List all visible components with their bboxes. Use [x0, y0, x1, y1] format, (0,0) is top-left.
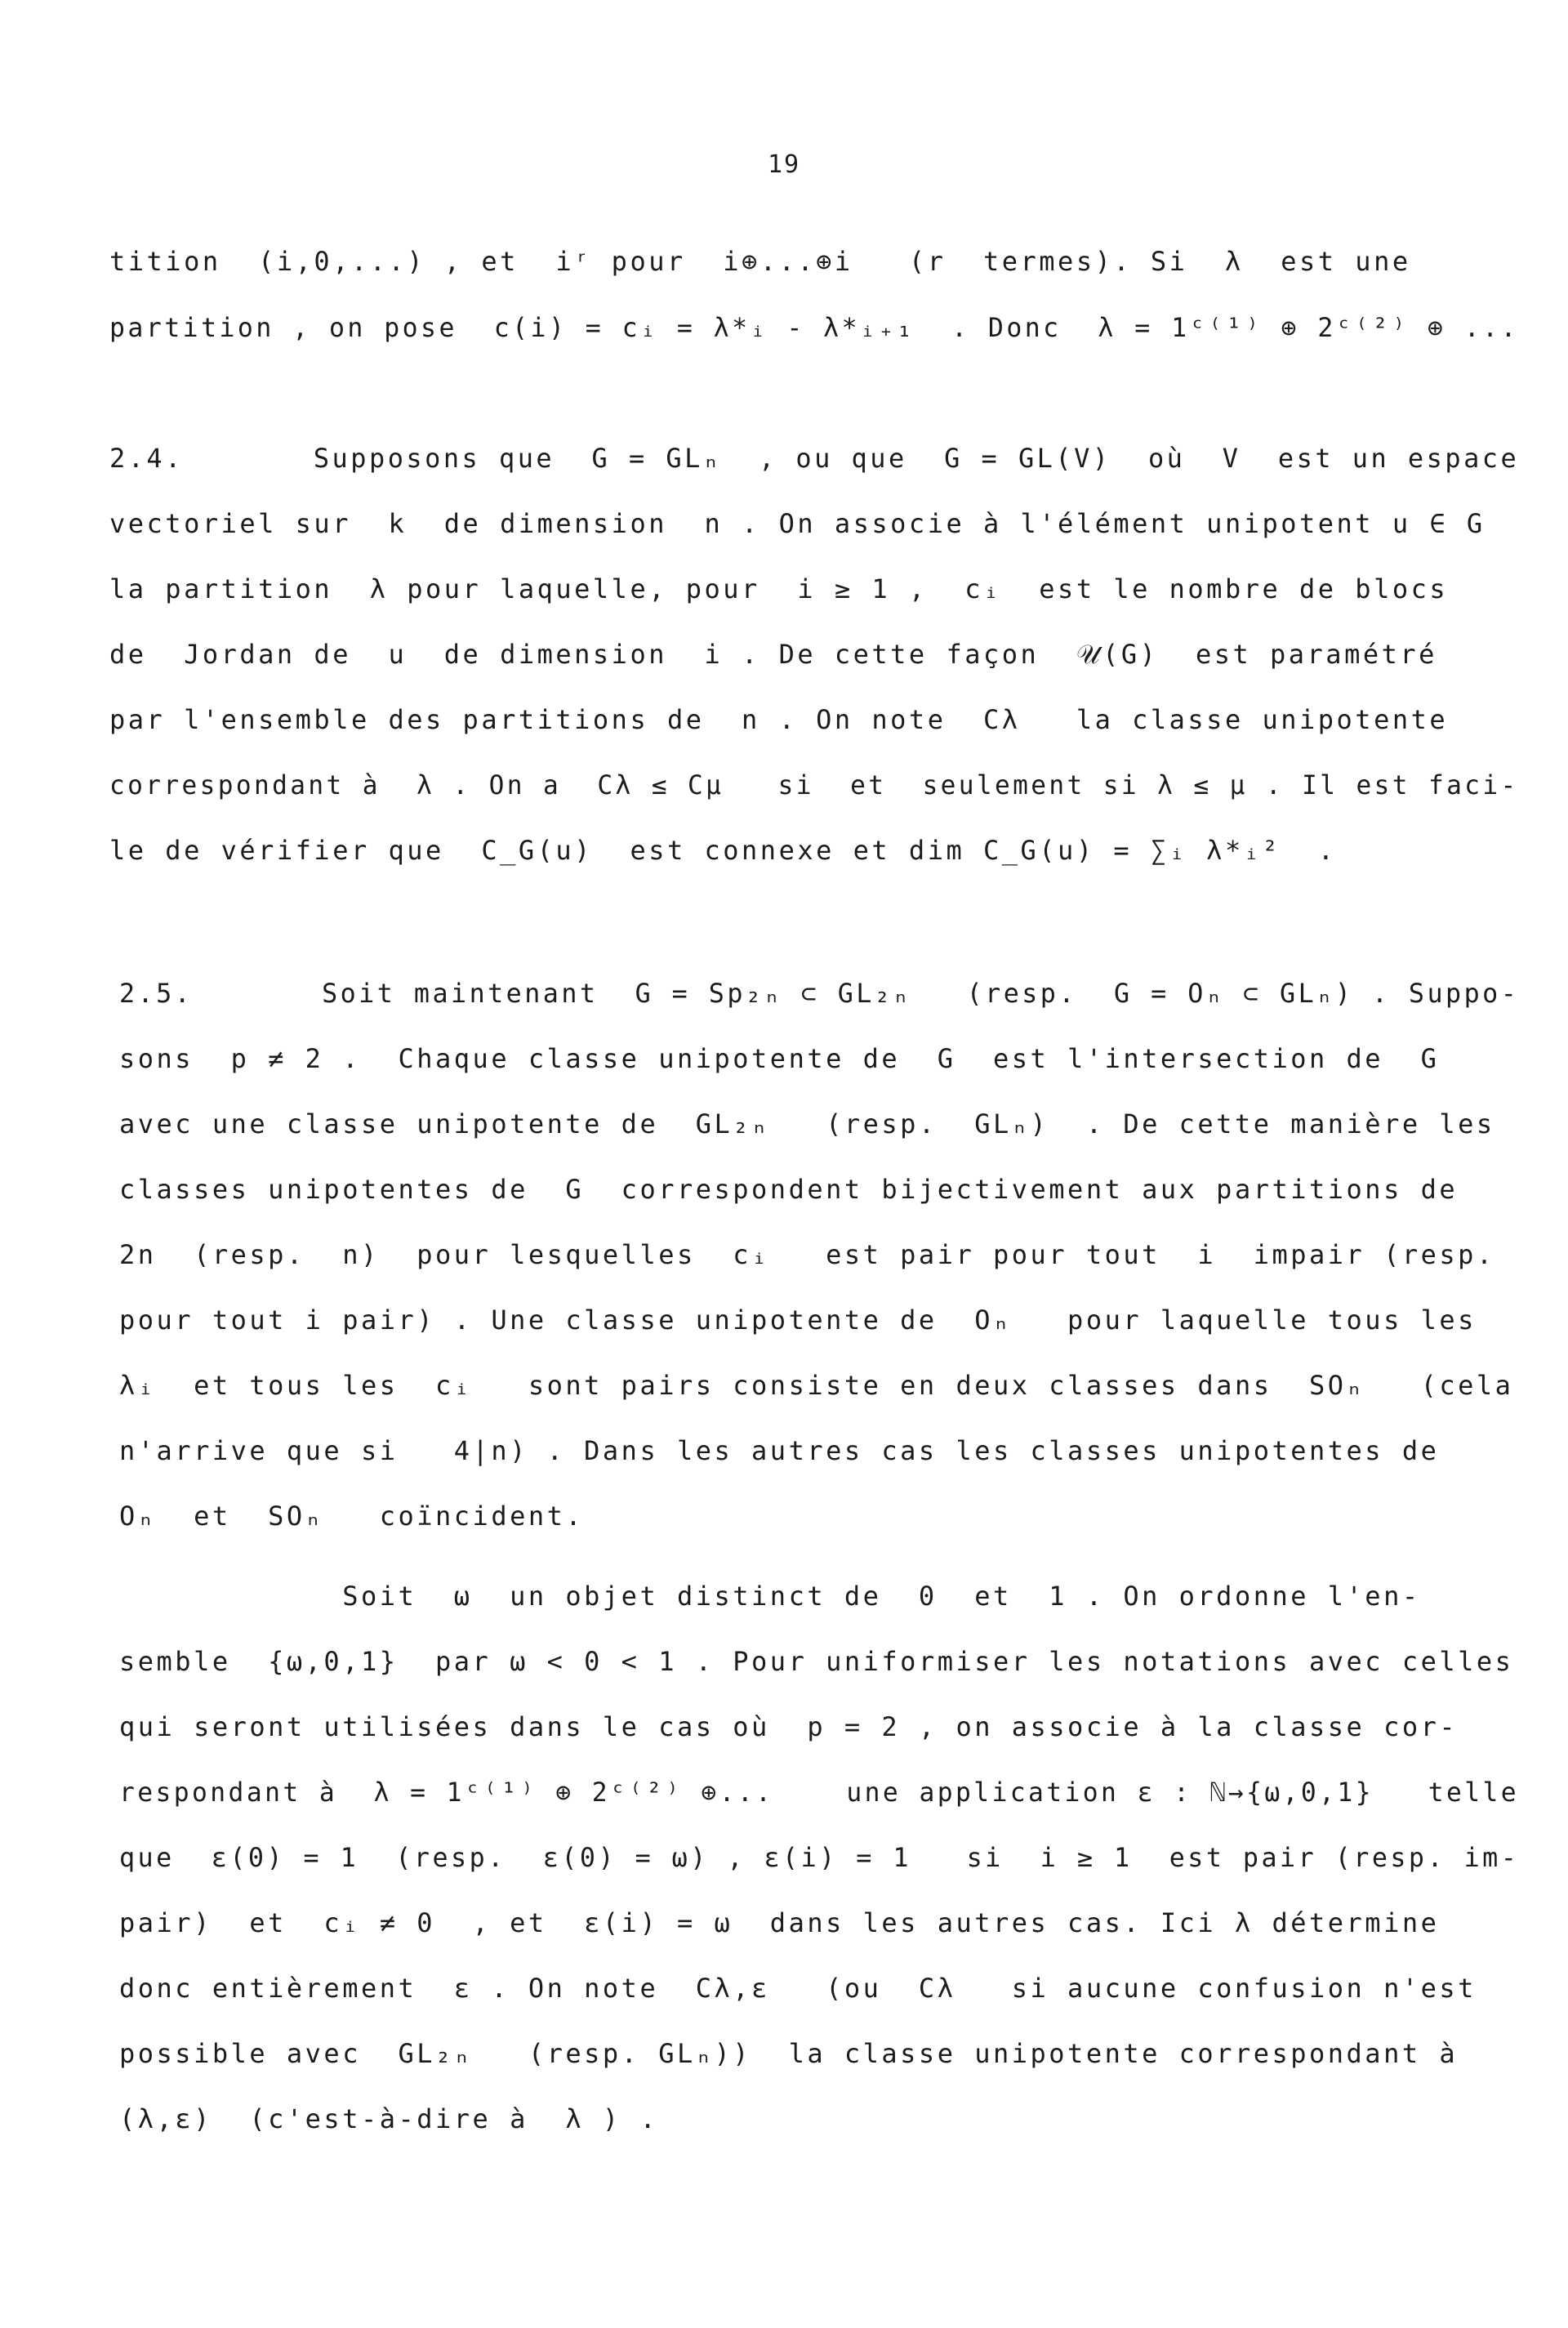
- text-line: Soit ω un objet distinct de 0 et 1 . On ordonne l'en-: [119, 1581, 1421, 1612]
- text-line: donc entièrement ε . On note Cλ,ε (ou Cλ si aucune confusion n'est: [119, 1973, 1477, 2004]
- text-line: λᵢ et tous les cᵢ sont pairs consiste en deux classes dans SOₙ (cela: [119, 1370, 1514, 1401]
- text-line: (λ,ε) (c'est-à-dire à λ ) .: [119, 2103, 659, 2134]
- text-line: tition (i,0,...) , et iʳ pour i⊕...⊕i (r termes). Si λ est une: [109, 246, 1411, 277]
- text-line: de Jordan de u de dimension i . De cette façon 𝒰(G) est paramétré: [109, 639, 1437, 670]
- text-line: 2n (resp. n) pour lesquelles cᵢ est pair pour tout i impair (resp.: [119, 1239, 1495, 1270]
- text-line: classes unipotentes de G correspondent bijectivement aux partitions de: [119, 1174, 1459, 1205]
- text-line: qui seront utilisées dans le cas où p = 2 , on associe à la classe cor-: [119, 1711, 1459, 1742]
- text-line: sons p ≠ 2 . Chaque classe unipotente de G est l'intersection de G: [119, 1043, 1440, 1074]
- text-line: le de vérifier que C_G(u) est connexe et dim C_G(u) = ∑ᵢ λ*ᵢ² .: [109, 835, 1337, 866]
- text-line: correspondant à λ . On a Cλ ≤ Cμ si et seulement si λ ≤ μ . Il est faci-: [109, 769, 1519, 801]
- page-number: 19: [767, 150, 801, 179]
- text-line: par l'ensemble des partitions de n . On note Cλ la classe unipotente: [109, 704, 1449, 735]
- text-line: pair) et cᵢ ≠ 0 , et ε(i) = ω dans les autres cas. Ici λ détermine: [119, 1907, 1440, 1938]
- text-line: la partition λ pour laquelle, pour i ≥ 1 , cᵢ est le nombre de blocs: [109, 573, 1449, 604]
- section-2-5-heading-line: 2.5. Soit maintenant G = Sp₂ₙ ⊂ GL₂ₙ (resp. G = Oₙ ⊂ GLₙ) . Suppo-: [119, 978, 1520, 1009]
- text-line: avec une classe unipotente de GL₂ₙ (resp. GLₙ) . De cette manière les: [119, 1108, 1495, 1139]
- text-line: possible avec GL₂ₙ (resp. GLₙ)) la classe unipotente correspondant à: [119, 2038, 1459, 2069]
- section-2-4-heading-line: 2.4. Supposons que G = GLₙ , ou que G = GL(V) où V est un espace: [109, 443, 1520, 474]
- text-line: respondant à λ = 1ᶜ⁽¹⁾ ⊕ 2ᶜ⁽²⁾ ⊕... une application ε : ℕ→{ω,0,1} telle: [119, 1777, 1520, 1808]
- text-line: Oₙ et SOₙ coïncident.: [119, 1501, 585, 1532]
- text-line: pour tout i pair) . Une classe unipotente de Oₙ pour laquelle tous les: [119, 1304, 1477, 1336]
- text-line: partition , on pose c(i) = cᵢ = λ*ᵢ - λ*ᵢ₊₁ . Donc λ = 1ᶜ⁽¹⁾ ⊕ 2ᶜ⁽²⁾ ⊕ ...: [109, 312, 1519, 343]
- text-line: n'arrive que si 4|n) . Dans les autres cas les classes unipotentes de: [119, 1435, 1440, 1466]
- text-line: semble {ω,0,1} par ω < 0 < 1 . Pour uniformiser les notations avec celles: [119, 1646, 1514, 1677]
- text-line: que ε(0) = 1 (resp. ε(0) = ω) , ε(i) = 1 si i ≥ 1 est pair (resp. im-: [119, 1842, 1520, 1873]
- text-line: vectoriel sur k de dimension n . On associe à l'élément unipotent u ∈ G: [109, 508, 1486, 539]
